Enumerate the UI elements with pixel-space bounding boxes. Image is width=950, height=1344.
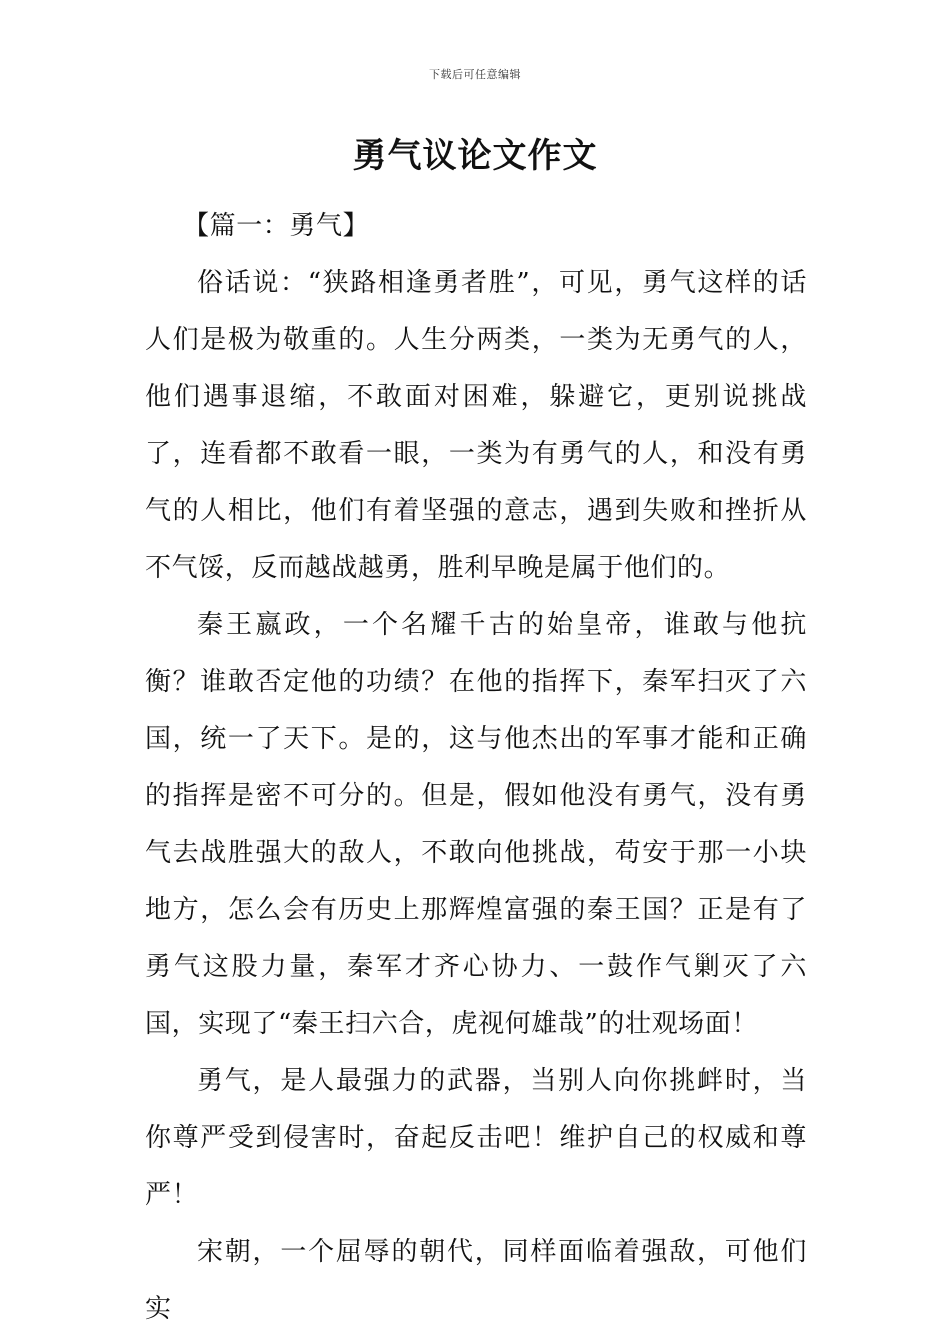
section-heading: 【篇一：勇气】 — [183, 211, 370, 241]
header-note: 下载后可任意编辑 — [429, 68, 521, 81]
paragraph-1: 俗话说：“狭路相逢勇者胜”，可见，勇气这样的话人们是极为敬重的。人生分两类，一类为无勇气的人，他们遇事退缩，不敢面对困难，躲避它，更别说挑战了，连看都不敢看一眼，一类为有勇气的人，和没有勇气的人相比，他们有着坚强的意志，遇到失败和挫折从不气馁，反而越战越勇，胜利早晚是属于他们的。 — [145, 268, 807, 583]
document-body — [145, 198, 807, 1338]
document-title: 勇气议论文作文 — [352, 136, 598, 176]
paragraph-3: 勇气，是人最强力的武器，当别人向你挑衅时，当你尊严受到侵害时，奋起反击吧！维护自己的权威和尊严！ — [145, 1066, 807, 1210]
paragraph-2: 秦王嬴政，一个名耀千古的始皇帝，谁敢与他抗衡？谁敢否定他的功绩？在他的指挥下，秦军扫灭了六国，统一了天下。是的，这与他杰出的军事才能和正确的指挥是密不可分的。但是，假如他没有勇气，没有勇气去战胜强大的敌人，不敢向他挑战，苟安于那一小块地方，怎么会有历史上那辉煌富强的秦王国？正是有了勇气这股力量，秦军才齐心协力、一鼓作气剿灭了六国，实现了“秦王扫六合，虎视何雄哉”的壮观场面！ — [145, 610, 807, 1039]
paragraph-4: 宋朝，一个屈辱的朝代，同样面临着强敌，可他们实 — [145, 1237, 807, 1324]
